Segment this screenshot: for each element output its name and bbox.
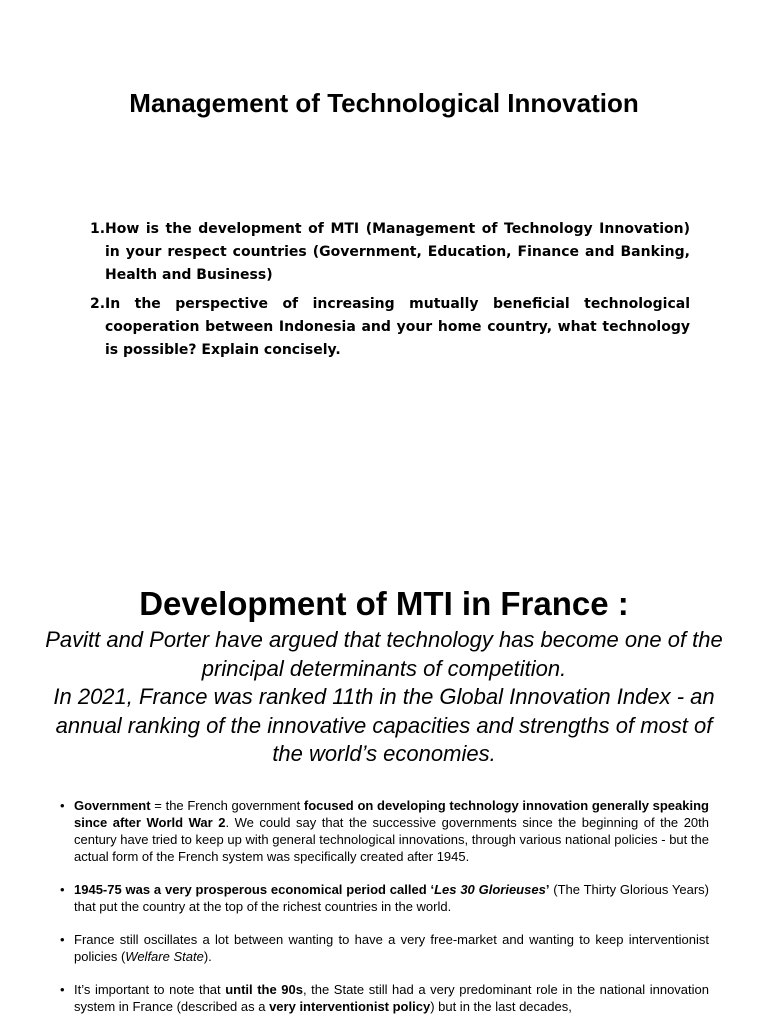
list-item xyxy=(60,981,709,1015)
item-number: 2. xyxy=(90,296,106,312)
item-text: In the perspective of increasing mutually beneficial technological cooperation between Indonesia and your home country, what technology is possible? Explain concisely. xyxy=(105,296,690,358)
body-text: , the State still had a very predominant role in the national innovation system in France (described as a xyxy=(74,982,709,1014)
list-item xyxy=(60,931,709,965)
bold-text: 1945-75 was a very prosperous economical period called ‘ xyxy=(74,882,435,897)
list-item xyxy=(90,293,690,362)
list-item xyxy=(60,881,709,915)
bold-italic-text: Les 30 Glorieuses xyxy=(434,882,546,897)
item-text: How is the development of MTI (Management of Technology Innovation) in your respect countries (Government, Education, Finance and Banking, Health and Business) xyxy=(105,221,690,283)
italic-text: Welfare State xyxy=(125,949,204,964)
bullet-icon: • xyxy=(60,882,65,897)
body-text: . We could say that the successive governments since the beginning of the 20th century have tried to keep up with general technological innovations, through various national policies - but the actual form of the French system was specifically created after 1945. xyxy=(74,815,709,864)
list-item xyxy=(90,218,690,287)
bold-text: very interventionist policy xyxy=(269,999,431,1014)
bullet-icon: • xyxy=(60,798,65,813)
body-text: It’s important to note that xyxy=(74,982,226,997)
body-text: ) but in the last decades, xyxy=(430,999,572,1014)
body-text: = the French government xyxy=(150,798,304,813)
subtitle-line: In 2021, France was ranked 11th in the Global Innovation Index - an annual ranking of the innovative capacities and strengths of most of the world’s economies. xyxy=(53,684,715,766)
subtitle-line: Pavitt and Porter have argued that technology has become one of the principal determinants of competition. xyxy=(45,627,723,681)
bullet-icon: • xyxy=(60,982,65,997)
bold-text: Government xyxy=(74,798,151,813)
body-text: ). xyxy=(203,949,212,964)
bold-text: until the 90s xyxy=(225,982,303,997)
slide-subtitle xyxy=(40,626,728,769)
bold-text: ’ xyxy=(545,882,550,897)
body-text: (The Thirty Glorious Years) that put the country at the top of the richest countries in the world. xyxy=(74,882,710,914)
slide-title: Development of MTI in France : xyxy=(139,585,629,622)
list-item xyxy=(60,797,709,865)
body-text: France still oscillates a lot between wanting to have a very free-market and wanting to keep interventionist policies ( xyxy=(74,932,709,964)
question-list xyxy=(90,218,690,368)
slide-title: Management of Technological Innovation xyxy=(129,88,639,118)
item-number: 1. xyxy=(90,221,106,237)
bullet-list xyxy=(60,797,709,1031)
bullet-icon: • xyxy=(60,932,65,947)
bold-text: focused on developing technology innovation generally speaking since after World War 2 xyxy=(74,798,709,830)
